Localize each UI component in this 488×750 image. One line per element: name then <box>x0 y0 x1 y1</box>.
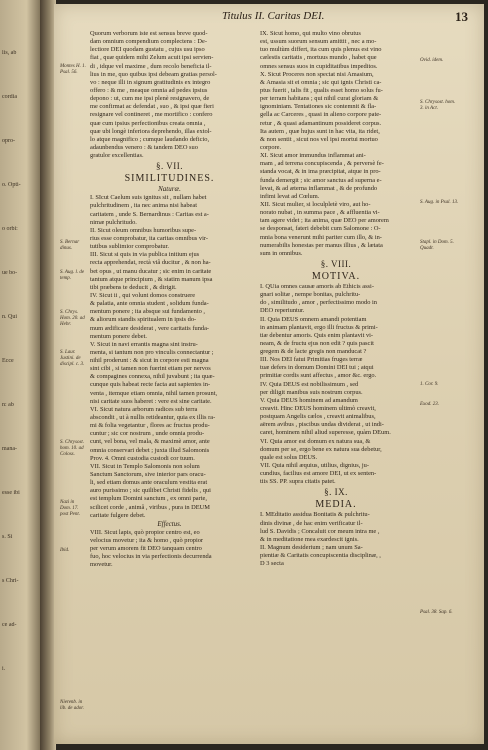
text-line: II. Magnum desiderium ; nam unum Sa- <box>260 544 363 552</box>
text-line: & in meditatione mea exardescit ignis. <box>260 535 359 543</box>
text-line: omnia conservari debet ; juxta illud Salomonis <box>90 446 210 454</box>
margin-note-left: Nierenb. in lib. de ador. <box>60 700 84 711</box>
section-title: MEDIA. <box>315 499 357 511</box>
text-line: & Amasia sit ei omnia ; sic qui ignis Christi ca- <box>260 78 382 86</box>
left-page-edge <box>0 0 44 750</box>
text-line: tam agere videt ; ita anima, quæ DEO per amorem <box>260 217 389 225</box>
section-subtitle: Naturæ. <box>158 185 181 194</box>
text-line: quale est solus DEUS. <box>260 453 318 461</box>
text-line: domum per se, ergo bene ex natura sua debetur, <box>260 445 382 453</box>
margin-note-right: S. Aug. in Psal. 13. <box>420 200 459 205</box>
section-number: §. VII. <box>155 161 184 172</box>
text-line: Sanctum Sanctorum, sive interior pars oracu- <box>90 471 206 479</box>
margin-note-left: S. Aug. l. de temp. <box>60 270 85 281</box>
text-line: tiæ debentur amoris. Quis enim plantavit vi- <box>260 331 374 339</box>
text-line: dam omnium compendium complectens : De- <box>90 38 207 46</box>
text-line: caritate fulgere debet. <box>90 511 146 519</box>
text-line: postquam Angelis cælos , creavit animalibus, <box>260 413 376 421</box>
text-line: adaunbendus venero : & tandem DEO suo <box>90 143 198 151</box>
text-line: Quorum verborum iste est sensus breve quod- <box>90 30 208 37</box>
text-line: aërem avibus , piscibus undas dividerat , ut indi- <box>260 421 384 429</box>
margin-note-left: Ibid. <box>60 548 70 553</box>
text-line: II. Quia DEUS omnem amandi potentiam <box>260 315 367 323</box>
text-line: corpore. <box>260 143 282 151</box>
text-line: gregem & de lacte gregis non manducat ? <box>260 348 367 356</box>
text-line: per terram habitans ; qui nihil curat gloriam & <box>260 95 379 103</box>
text-line: neam, & de fructu ejus non edit ? quis pascit <box>260 339 374 347</box>
section-title: MOTIVA. <box>311 270 361 282</box>
left-edge-fragment: lis, ab <box>2 50 17 56</box>
text-line: Prov. 4. Omni custodia custodi cor tuum. <box>90 454 195 462</box>
text-line: retur , & quasi adamantinum possideret corpus. <box>260 119 382 127</box>
margin-note-left: Montes H. 1. Psal. 56. <box>60 64 86 75</box>
text-line: V. Quia DEUS hominem ad amandum <box>260 396 358 404</box>
text-line: mi & folia vegetantur , flores ac fructus produ- <box>90 422 210 430</box>
text-line: per verum amorem fit DEO tanquam centro <box>90 545 202 553</box>
text-line: tuæ defers in domum Domini DEI tui ; atqui <box>260 364 374 372</box>
text-line: gella ac Carceres , quasi in alieno corpore pate- <box>260 111 382 119</box>
text-line: quæ ubi longè inferiora deprehendo, illas extol- <box>90 127 212 135</box>
text-line: rius esse comprobatur, ita caritas omnibus vir- <box>90 234 208 242</box>
margin-note-right: S. Chrysost. hom. 3. in Act. <box>420 100 456 111</box>
margin-note-right: Exod. 23. <box>420 402 440 407</box>
text-line: D 3 secta <box>260 560 284 568</box>
text-line: III. Nos DEI fatui Primitias fruges terræ <box>260 356 363 364</box>
left-edge-fragment: opro- <box>2 138 15 144</box>
left-edge-fragment: s Chri- <box>2 578 19 584</box>
text-line: scilicet corde , animâ , viribus , pura in DEUM <box>90 503 210 511</box>
text-line: & compagines connexa, nihil juvabunt ; ita quæ- <box>90 373 215 381</box>
left-column <box>90 30 249 570</box>
text-line: III. Sicut si quis in via publica initium ejus <box>90 251 200 259</box>
text-line: DEO reperiuntur. <box>260 307 305 315</box>
text-line: VI. Sicut natura arborum radices sub terra <box>90 405 198 413</box>
text-line: pientiæ & Caritatis concupiscentia disciplinæ, , <box>260 552 381 560</box>
running-head <box>172 10 472 26</box>
margin-note-left: S. Laur. Justini. de discipl. c. 3. <box>60 350 85 367</box>
text-line: omnes sensus suos in cupiditatibus impeditos. <box>260 62 378 70</box>
text-line: sum in omnibus. <box>260 249 303 257</box>
margin-note-right: Ovid. idem. <box>420 58 444 63</box>
text-line: II. Sicut oleum omnibus humoribus supe- <box>90 226 197 234</box>
text-line: & palatia, ante omnia student , solidum funda- <box>90 300 209 308</box>
text-line: vo : neque illi in signum gratitudinis ex integro <box>90 78 211 86</box>
margin-note-left: S. Chrysost. hom. 10. ad Coloss. <box>60 440 85 457</box>
text-line: movetur. <box>90 561 113 569</box>
text-line: mentum ponere debet. <box>90 332 147 340</box>
text-line: offero : & me , meaque omnia ad pedes ipsius <box>90 86 208 94</box>
text-line: lectiore DEI quodam gustatu , cujus usu ipso <box>90 46 205 54</box>
text-line: tutibus sublimior comprobatur. <box>90 243 169 251</box>
text-line: cælestis caritatis , mortuus mundo , habet que <box>260 54 377 62</box>
page-number: 13 <box>455 9 468 24</box>
left-edge-fragment: o orbi: <box>2 226 18 232</box>
text-line: V. Sicut in navi errantis magna sint instru- <box>90 340 198 348</box>
text-line: Ita autem , quæ hujus sunt in hac vita, ita ridet, <box>260 127 380 135</box>
text-line: mam , ad terrena concupiscenda , & perversè fe- <box>260 160 384 168</box>
text-line: XII. Sicut mulier, si loculpletè viro, aut ho- <box>260 200 371 208</box>
text-line: mnia bona venerunt mihi pariter cum illo, & in- <box>260 233 382 241</box>
text-line: I. MEditatio assidua Bonitatis & pulchritu- <box>260 511 370 519</box>
text-line: fuo, hoc velocius in via perfectionis decurrenda <box>90 553 212 561</box>
text-line: IV. Sicut ii , qui volunt domos construere <box>90 291 196 299</box>
section-title: SIMILITUDINES. <box>124 173 215 185</box>
margin-note-right: Stapl. in Dom. 5. Quadr. <box>420 240 454 251</box>
text-line: gnari solitæ , nempe bonitas, pulchritu- <box>260 291 361 299</box>
text-line: auro purissimo ; sic quilibet Christi fidelis , qui <box>90 487 211 495</box>
text-line: numerabilis honestas per manus illius , & lætata <box>260 241 383 249</box>
text-line: lius in me, quo quibus ipsi debeam gratias persol- <box>90 70 217 78</box>
text-line: VI. Quia amor est domum ex natura sua, & <box>260 437 371 445</box>
text-line: di , idque vel maxime , dum recolo beneficia il- <box>90 62 212 70</box>
text-line: creavit. Hinc DEUS hominem ultimò creavit, <box>260 405 376 413</box>
text-line: I. QUia omnes causæ amoris ab Ethicis assi- <box>260 282 374 290</box>
text-line: IX. Sicut homo, qui multo vino obrutus <box>260 30 361 37</box>
text-line: mentum ponere ; ita absque sui fundamento , <box>90 308 206 316</box>
text-line: ignominiam. Tentationes sic contemnit & fla- <box>260 103 377 111</box>
text-line: velocius movetur ; ita & homo , quò propior <box>90 537 204 545</box>
text-line: gratulor excellentias. <box>90 152 144 160</box>
text-line: menta, si tantum non pro vinculis connectantur ; <box>90 348 214 356</box>
text-line: do , similitudo , amor , perfectissimo modo in <box>260 299 377 307</box>
text-line: cunt, vel bona, vel mala, & maximè amor, ante <box>90 438 210 446</box>
text-line: standa vocat, & in ima præcipitat, atque in pro- <box>260 168 381 176</box>
left-edge-fragment: o. Opti- <box>2 182 21 188</box>
text-line: XI. Sicut amor immundus inflammat ani- <box>260 152 366 160</box>
text-line: & aliorum standis spiritualem in ipsis do- <box>90 316 197 324</box>
text-line: se desponsat, fateri debebit cum Salomone : O- <box>260 225 381 233</box>
text-line: fiat , quæ quidem mihi Zelum acuit ipsi servien- <box>90 54 214 62</box>
text-line: depono : ut, cum me ipsi plenè resignavero, de <box>90 95 210 103</box>
text-line: lud S. Davidis ; Concaluit cor meum intra me , <box>260 527 380 535</box>
text-line: cundius, facilius est amore DEI, ut ex senten- <box>260 470 377 478</box>
text-line: nimæ pulchritudo. <box>90 218 137 226</box>
section-number: §. VIII. <box>320 258 352 269</box>
text-line: sint cibi , si tamen non fuerint etiam per nervos <box>90 365 211 373</box>
text-line: abscondit , ut à nullis retideantur, quia ex illis ra- <box>90 414 216 422</box>
text-line: nisi caritate suos haberet : vere est sine caritate. <box>90 397 212 405</box>
text-line: resignare vel contineret , me mortifico : confero <box>90 111 213 119</box>
text-line: dinis divinæ , de hac enim verificatur il- <box>260 519 363 527</box>
text-line: lo atque magnifico ; cumque laudando deficio, <box>90 135 210 143</box>
left-edge-fragment: ce ad- <box>2 622 17 628</box>
text-line: caritatem , unde S. Bernardinus : Caritas est a- <box>90 210 209 218</box>
text-line: in animam plantavit, ergo illi fructus & primi- <box>260 323 378 331</box>
left-edge-fragment: s. Si <box>2 534 13 540</box>
text-line: tibi præbens te deducit , & dirigit. <box>90 283 177 291</box>
left-edge-fragment: cordia <box>2 94 17 100</box>
margin-note-right: Psal. 38. Sap. 6. <box>420 610 453 615</box>
margin-note-left: Nazi in Dom. 17. post Pent. <box>60 500 80 517</box>
text-line: levat, & ad æterna inflammat , & de profundo <box>260 184 378 192</box>
left-edge-fragment: esse ibi <box>2 490 20 496</box>
left-edge-fragment: n. Qui <box>2 314 17 320</box>
text-line: tantum atque principium , & statim manum ipsa <box>90 275 213 283</box>
margin-note-left: S. Bernar dinus. <box>60 240 80 251</box>
text-line: tiis SS. PP. supra citatis patet. <box>260 478 336 486</box>
running-head-title: Titulus II. Caritas DEI. <box>222 10 325 22</box>
text-line: VIII. Sicut lapis, quò propior centro est, eo <box>90 528 200 536</box>
margin-note-left: S. Chrys. Hom. 20. ad Hebr. <box>60 310 85 327</box>
text-line: nihil proderunt : & sicut in corpore esti magna <box>90 357 209 365</box>
text-line: cuntur ; sic cor nostrum , unde omnia produ- <box>90 430 205 438</box>
text-line: est templum Domini sanctum , ex omni parte, <box>90 495 207 503</box>
text-line: infimi levat ad Cœlum. <box>260 192 320 200</box>
text-line: & non sentit , sicut nos vel ipsi mortui mortuo <box>260 135 378 143</box>
text-line: recta apprehendat, rectà viâ ducitur , & non ha- <box>90 259 211 267</box>
right-page <box>54 4 484 744</box>
text-line: bet opus , ut manu ducatur ; sic enim in caritate <box>90 267 212 275</box>
section-number: §. IX. <box>324 487 348 498</box>
text-line: I. SIcut Caelum suis ignitus sit , nullam habet <box>90 194 207 202</box>
text-line: cunque quis habeat recte facta aut sapientes in- <box>90 381 211 389</box>
text-line: est, ussum suorum sensum amittit , nec a mo- <box>260 38 377 46</box>
left-edge-fragment: n: ab <box>2 402 14 408</box>
text-line: primitiæ cordis sunt affectus , amor &c. ergo. <box>260 372 377 380</box>
text-line: VII. Quia nihil æquius, utilius, dignius, ju- <box>260 462 369 470</box>
text-line: me confirmat ac defendat , suo , & ipsi quæ fieri <box>90 103 214 111</box>
left-edge-fragment: ue bo- <box>2 270 18 276</box>
text-line: venta , itemque etiam omnia, nihil tamen prosunt, <box>90 389 218 397</box>
text-line: funda demergit ; sic amor sanctus ad superna e- <box>260 176 382 184</box>
text-line: tuo multùm differt, ita cum quis plenus est vino <box>260 46 382 54</box>
text-line: li, sed etiam domus ante oraculum vestita erat <box>90 479 208 487</box>
section-subtitle: Effectus. <box>157 519 182 528</box>
text-line: caret, hominem nihil aliud superesse, quàm DEum. <box>260 429 391 437</box>
right-column <box>260 30 412 568</box>
left-edge-fragment: Ecce <box>2 358 14 364</box>
text-line: X. Sicut Proceres non spectat nisi Amasium, <box>260 70 374 78</box>
text-line: pulchritudinem , ita nec anima nisi habeat <box>90 202 198 210</box>
text-line: IV. Quia DEUS est nobilissimum , sed <box>260 380 359 388</box>
text-line: mum ædificare desiderat , vere caritatis funda- <box>90 324 210 332</box>
text-line: VII. Sicut in Templo Salomonis non solum <box>90 462 200 470</box>
text-line: norato nubat , in summa pace , & affluentia vi- <box>260 209 380 217</box>
margin-note-right: 1. Cor. 9. <box>420 382 439 387</box>
text-line: ptus fuerit , talis fit , qualis esset homo solus fu- <box>260 86 383 94</box>
text-line: per diligit manibus suis nostrum corpus. <box>260 388 363 396</box>
left-edge-fragment: i. <box>2 666 6 672</box>
text-line: quæ cum ipsius perfectionibus creata omnia , <box>90 119 206 127</box>
left-edge-fragment: mana- <box>2 446 17 452</box>
